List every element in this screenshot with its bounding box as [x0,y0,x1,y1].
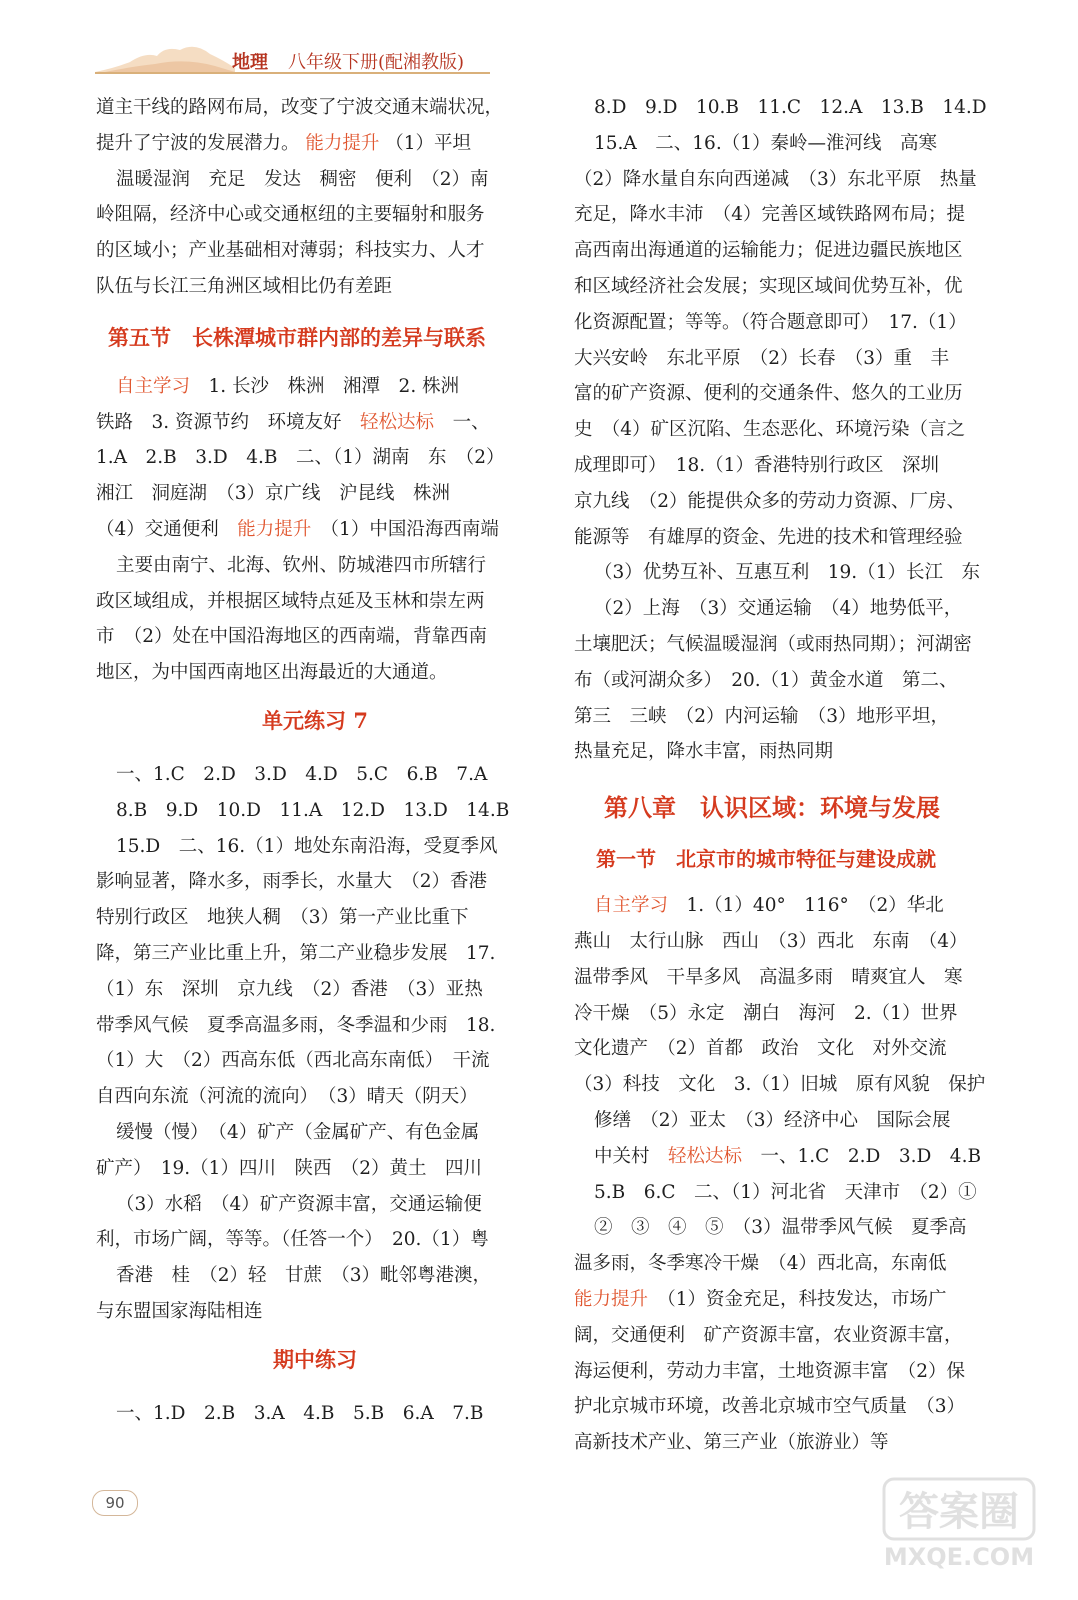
svg-text:答案圈: 答案圈 [899,1489,1019,1535]
section-tag: 能力提升 [574,1288,649,1310]
answer-text: 1.（1）40° 116° （2）华北 [668,895,944,917]
answer-text: （1）资金充足，科技发达，市场广 [648,1288,947,1310]
answer-line: 修缮 （2）亚太 （3）经济中心 国际会展 [594,1109,951,1131]
answer-line: 土壤肥沃；气候温暖湿润（或雨热同期）；河湖密 [574,633,972,655]
answer-text: （1）中国沿海西南端 [311,518,499,540]
answer-line: 高新技术产业、第三产业（旅游业）等 [574,1432,889,1454]
answer-line: 地区，为中国西南地区出海最近的大通道。 [96,662,448,684]
answer-line: 道主干线的路网布局，改变了宁波交通末端状况， [96,97,504,118]
header-subject: 地理 [232,52,268,73]
answer-line: （3）优势互补、互惠互利 19.（1）长江 东 [594,562,980,584]
chapter-heading: 第八章 认识区域：环境与发展 [604,793,940,823]
answer-line: 护北京城市环境，改善北京城市空气质量 （3） [574,1396,966,1418]
answer-line: 热量充足，降水丰富，雨热同期 [574,741,834,763]
answer-line: 带季风气候 夏季高温多雨，冬季温和少雨 18. [96,1014,496,1036]
section-tag: 轻松达标 [668,1145,743,1167]
answer-line: （3）水稻 （4）矿产资源丰富，交通运输便 [116,1193,482,1215]
answer-line: 自西向东流（河流的流向） （3）晴天（阴天） [96,1086,478,1108]
answer-line: 的区域小；产业基础相对薄弱；科技实力、人才 [96,240,485,262]
left-column [96,90,534,1432]
answer-line: 特别行政区 地狭人稠 （3）第一产业比重下 [96,907,469,929]
header-title [232,48,464,74]
answer-line: 温带季风 干旱多风 高温多雨 晴爽宜人 寒 [574,966,963,988]
answer-line: 一、1.C 2.D 3.D 4.D 5.C 6.B 7.A [116,763,488,785]
answer-line: 主要由南宁、北海、钦州、防城港四市所辖行 [116,554,487,576]
header-book: 八年级下册(配湘教版) [288,52,465,73]
watermark-logo-icon [880,1475,1040,1575]
answer-line: 史 （4）矿区沉陷、生态恶化、环境污染（言之 [574,419,966,441]
svg-text:MXQE.COM: MXQE.COM [883,1543,1035,1571]
answer-line: 队伍与长江三角洲区域相比仍有差距 [96,275,393,297]
page-number: 90 [92,1490,138,1516]
answer-line: 布（或河湖众多） 20.（1）黄金水道 第二、 [574,669,958,691]
section-heading: 第五节 长株潭城市群内部的差异与联系 [108,324,486,350]
answer-line: 文化遗产 （2）首都 政治 文化 对外交流 [574,1038,947,1060]
answer-text: （4）交通便利 [96,518,238,540]
answer-line: 富的矿产资源、便利的交通条件、悠久的工业历 [574,383,963,405]
answer-line: （2）降水量自东向西递减 （3）东北平原 热量 [574,168,977,190]
answer-line: 8.D 9.D 10.B 11.C 12.A 13.B 14.D [594,97,987,118]
answer-line: 化资源配置；等等。（符合题意即可） 17.（1） [574,311,967,333]
answer-line: 湘江 洞庭湖 （3）京广线 沪昆线 株洲 [96,483,451,505]
answer-line: 冷干燥 （5）永定 潮白 海河 2.（1）世界 [574,1002,958,1024]
unit-heading: 期中练习 [273,1346,357,1372]
answer-line: 影响显著，降水多，雨季长，水量大 （2）香港 [96,871,488,893]
answer-line: （3）科技 文化 3.（1）旧城 原有风貌 保护 [574,1074,986,1096]
answer-line: 大兴安岭 东北平原 （2）长春 （3）重 丰 [574,347,950,369]
answer-line: 矿产） 19.（1）四川 陕西 （2）黄土 四川 [96,1157,482,1179]
section-heading: 第一节 北京市的城市特征与建设成就 [596,847,936,872]
answer-text: 一、1.C 2.D 3.D 4.B [742,1145,982,1167]
answer-line: 阔，交通便利 矿产资源丰富，农业资源丰富， [574,1324,963,1346]
answer-line [96,405,534,441]
answer-line: 5.B 6.C 二、（1）河北省 天津市 （2）① [594,1181,977,1203]
answer-line [96,126,534,162]
answer-line: （1）大 （2）西高东低（西北高东南低） 干流 [96,1050,490,1072]
answer-line: （2）上海 （3）交通运输 （4）地势低平， [594,598,963,620]
answer-line [574,1139,1012,1175]
answer-line: 和区域经济社会发展；实现区域间优势互补，优 [574,275,963,297]
answer-line: 第三 三峡 （2）内河运输 （3）地形平坦， [574,705,950,727]
answer-line: 温暖湿润 充足 发达 稠密 便利 （2）南 [116,168,489,190]
answer-line: 1.A 2.B 3.D 4.B 二、（1）湖南 东 （2） [96,447,505,469]
unit-heading: 单元练习 7 [262,707,368,733]
section-tag: 自主学习 [116,375,191,397]
answer-text: 一、 [434,411,490,433]
answer-line: 燕山 太行山脉 西山 （3）西北 东南 （4） [574,930,968,952]
answer-text: （1）平坦 [379,132,472,154]
answer-line: 8.B 9.D 10.D 11.A 12.D 13.D 14.B [116,799,510,821]
section-tag: 能力提升 [305,132,380,154]
answer-line: 利，市场广阔，等等。（任答一个） 20.（1）粤 [96,1229,489,1251]
page-header [0,0,1078,90]
answer-line: 一、1.D 2.B 3.A 4.B 5.B 6.A 7.B [116,1402,484,1424]
section-tag: 自主学习 [594,895,669,917]
answer-text: 中关村 [594,1145,669,1167]
answer-line: 降，第三产业比重上升，第二产业稳步发展 17. [96,942,496,964]
answer-text: 铁路 3. 资源节约 环境友好 [96,411,361,433]
answer-line: 15.A 二、16.（1）秦岭—淮河线 高寒 [594,132,937,154]
right-column [574,90,1012,1461]
answer-line: 充足，降水丰沛 （4）完善区域铁路网布局；提 [574,204,966,226]
answer-line: 香港 桂 （2）轻 甘蔗 （3）毗邻粤港澳， [116,1265,492,1287]
answer-line [574,888,1012,924]
answer-line: 高西南出海通道的运输能力；促进边疆民族地区 [574,240,963,262]
section-tag: 能力提升 [237,518,312,540]
answer-line: 京九线 （2）能提供众多的劳动力资源、厂房、 [574,490,966,512]
section-tag: 轻松达标 [360,411,435,433]
answer-line: 温多雨，冬季寒冷干燥 （4）西北高，东南低 [574,1253,947,1275]
answer-line: （1）东 深圳 京九线 （2）香港 （3）亚热 [96,978,483,1000]
answer-line: 与东盟国家海陆相连 [96,1300,263,1322]
answer-line [574,1282,1012,1318]
answer-line [96,512,534,548]
answer-line: 能源等 有雄厚的资金、先进的技术和管理经验 [574,526,963,548]
answer-line: 15.D 二、16.（1）地处东南沿海，受夏季风 [116,835,498,857]
answer-text: 提升了宁波的发展潜力。 [96,132,306,154]
answer-line [96,369,534,405]
answer-text: 1. 长沙 株洲 湘潭 2. 株洲 [190,375,460,397]
answer-line: 海运便利，劳动力丰富，土地资源丰富 （2）保 [574,1360,966,1382]
answer-line: 缓慢（慢） （4）矿产（金属矿产、有色金属 [116,1121,480,1143]
mountain-decoration-icon [95,38,235,74]
answer-line: 政区域组成，并根据区域特点延及玉林和崇左两 [96,590,485,612]
answer-line: 市 （2）处在中国沿海地区的西南端，背靠西南 [96,626,488,648]
header-rule [95,72,490,74]
answer-line: 成理即可） 18.（1）香港特别行政区 深圳 [574,454,939,476]
answer-line: ② ③ ④ ⑤ （3）温带季风气候 夏季高 [594,1217,967,1239]
answer-line: 岭阻隔，经济中心或交通枢纽的主要辐射和服务 [96,204,485,226]
